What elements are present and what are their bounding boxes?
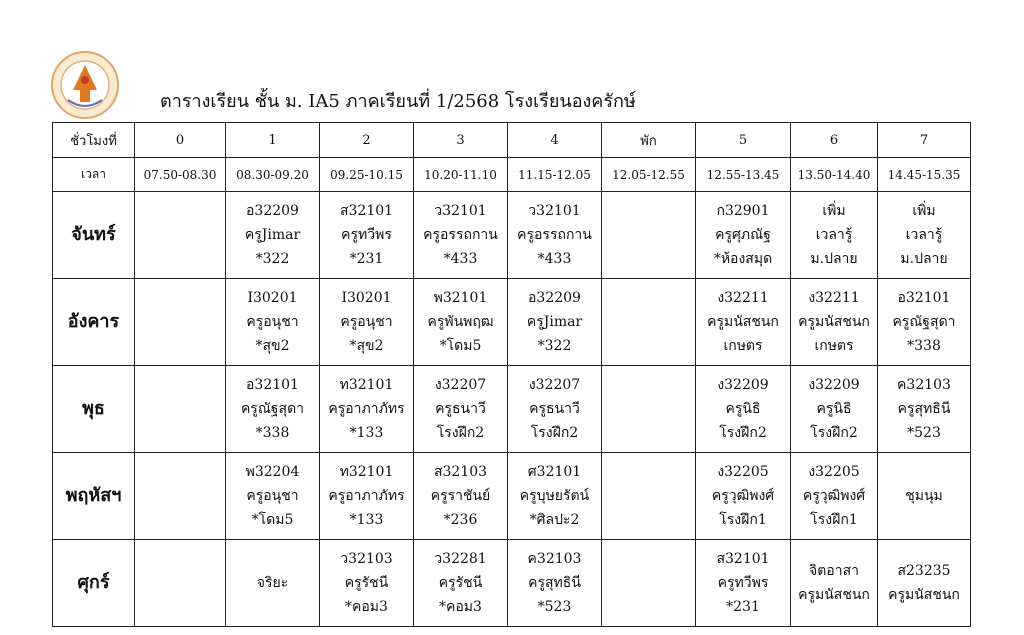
class-cell-line: ครูรัชนี xyxy=(438,575,483,591)
class-cell xyxy=(508,192,602,279)
class-cell-line: *โดม5 xyxy=(251,512,294,528)
day-row xyxy=(53,540,971,627)
class-cell-line: *523 xyxy=(907,425,941,441)
class-cell-line: ท32101 xyxy=(339,464,394,480)
class-cell-line: I30201 xyxy=(341,290,392,306)
class-cell-line: ส32103 xyxy=(433,464,488,480)
period-header: 4 xyxy=(508,123,602,158)
class-cell-line: ครูราชันย์ xyxy=(430,488,491,504)
class-cell xyxy=(508,540,602,627)
class-cell-line: ครูอาภาภัทร xyxy=(328,488,405,504)
class-cell-line: ครูศุภณัฐ xyxy=(715,227,771,243)
period-header: พัก xyxy=(602,123,696,158)
class-cell-line: จิตอาสา xyxy=(809,563,859,579)
class-cell xyxy=(696,366,791,453)
class-cell xyxy=(602,366,696,453)
class-cell-line: ว32103 xyxy=(340,551,393,567)
day-row xyxy=(53,366,971,453)
time-cell: 12.05-12.55 xyxy=(602,158,696,192)
class-cell-line: ส23235 xyxy=(897,563,951,579)
class-cell-line: *236 xyxy=(443,512,478,528)
class-cell xyxy=(414,279,508,366)
class-cell-line: ก32901 xyxy=(716,203,770,219)
class-cell-line: *ศิลปะ2 xyxy=(529,512,580,528)
class-cell xyxy=(791,540,878,627)
class-cell-line: พ32204 xyxy=(245,464,300,480)
class-cell-line: เพิ่ม xyxy=(912,203,936,219)
class-cell-line: ง32205 xyxy=(717,464,769,480)
class-cell xyxy=(696,192,791,279)
class-cell xyxy=(320,192,414,279)
class-cell-line: ครูรัชนี xyxy=(344,575,389,591)
class-cell xyxy=(602,453,696,540)
class-cell-line: ครูมนัสชนก xyxy=(707,314,779,330)
class-cell xyxy=(320,279,414,366)
day-row xyxy=(53,453,971,540)
period-header: 3 xyxy=(414,123,508,158)
class-cell-line: ม.ปลาย xyxy=(810,251,858,267)
class-cell-line: ครูณัฐสุดา xyxy=(892,314,956,330)
time-row xyxy=(53,158,971,192)
time-cell: 12.55-13.45 xyxy=(696,158,791,192)
class-cell xyxy=(878,279,971,366)
class-cell-line: ครูนิธิ xyxy=(816,401,852,417)
class-cell-line: ครูJimar xyxy=(526,314,583,330)
class-cell-line: ง32205 xyxy=(808,464,860,480)
class-cell-line: ว32101 xyxy=(528,203,581,219)
class-cell xyxy=(602,192,696,279)
class-cell xyxy=(508,279,602,366)
class-cell-line: ท32101 xyxy=(339,377,394,393)
class-cell-line: ว32281 xyxy=(434,551,487,567)
time-cell: 11.15-12.05 xyxy=(508,158,602,192)
class-cell xyxy=(226,540,320,627)
class-cell-line: *133 xyxy=(349,512,384,528)
class-cell xyxy=(602,279,696,366)
class-cell xyxy=(320,453,414,540)
class-cell xyxy=(135,279,226,366)
class-cell-line: ครูสุทธินี xyxy=(897,401,951,417)
class-cell-line: ครูJimar xyxy=(244,227,301,243)
day-name: จันทร์ xyxy=(53,192,135,279)
class-cell-line: ศ32101 xyxy=(527,464,582,480)
class-cell-line: โรงฝึก2 xyxy=(810,425,858,441)
class-cell-line: จริยะ xyxy=(256,575,289,591)
class-cell-line: *สุข2 xyxy=(255,338,290,354)
class-cell-line: ครูบุษยรัตน์ xyxy=(519,488,590,504)
class-cell xyxy=(791,453,878,540)
class-cell-line: ส32101 xyxy=(339,203,394,219)
class-cell-line: ครูมนัสชนก xyxy=(798,587,870,603)
class-cell-line: เกษตร xyxy=(723,338,763,354)
class-cell-line: ครูอรรถกาน xyxy=(423,227,498,243)
class-cell-line: ง32211 xyxy=(717,290,769,306)
school-logo xyxy=(50,50,120,120)
class-cell-line: *231 xyxy=(349,251,384,267)
class-cell-line: ค32103 xyxy=(527,551,582,567)
class-cell xyxy=(414,192,508,279)
class-cell xyxy=(791,366,878,453)
class-cell-line: ครูวุฒิพงศ์ xyxy=(711,488,775,504)
class-cell-line: ครูพันพฤฒ xyxy=(427,314,494,330)
class-cell xyxy=(414,453,508,540)
class-cell-line: *231 xyxy=(726,599,760,615)
class-cell-line: ง32207 xyxy=(434,377,487,393)
class-cell-line: ครูวุฒิพงศ์ xyxy=(802,488,866,504)
class-cell xyxy=(135,192,226,279)
class-cell xyxy=(320,540,414,627)
class-cell xyxy=(696,453,791,540)
time-cell: 13.50-14.40 xyxy=(791,158,878,192)
class-cell xyxy=(226,453,320,540)
class-cell-line: ครูอรรถกาน xyxy=(517,227,592,243)
class-cell-line: เวลารู้ xyxy=(815,227,853,243)
class-cell-line: ง32207 xyxy=(528,377,581,393)
class-cell-line: ครูอนุชา xyxy=(246,488,299,504)
class-cell xyxy=(135,366,226,453)
class-cell-line: ครูทวีพร xyxy=(717,575,769,591)
class-cell xyxy=(226,366,320,453)
class-cell-line: *338 xyxy=(907,338,941,354)
class-cell-line: ครูอนุชา xyxy=(340,314,393,330)
class-cell xyxy=(791,279,878,366)
header-row xyxy=(53,123,971,158)
class-cell xyxy=(696,540,791,627)
period-header: 2 xyxy=(320,123,414,158)
day-row xyxy=(53,192,971,279)
class-cell-line: ครูอาภาภัทร xyxy=(328,401,405,417)
class-cell-line: *322 xyxy=(537,338,572,354)
class-cell-line: ครูอนุชา xyxy=(246,314,299,330)
day-name: ศุกร์ xyxy=(53,540,135,627)
period-header: 7 xyxy=(878,123,971,158)
class-cell-line: โรงฝึก1 xyxy=(810,512,858,528)
class-cell-line: ค32103 xyxy=(897,377,951,393)
page-title: ตารางเรียน ชั้น ม. IA5 ภาคเรียนที่ 1/2568 โรงเรียนองครักษ์ xyxy=(160,91,636,112)
period-header: 1 xyxy=(226,123,320,158)
class-cell xyxy=(414,540,508,627)
class-cell xyxy=(878,366,971,453)
class-cell xyxy=(414,366,508,453)
period-header: 0 xyxy=(135,123,226,158)
class-cell-line: อ32101 xyxy=(897,290,951,306)
class-cell xyxy=(508,366,602,453)
time-cell: 14.45-15.35 xyxy=(878,158,971,192)
class-cell-line: ง32209 xyxy=(808,377,860,393)
class-cell-line: I30201 xyxy=(247,290,298,306)
class-cell-line: ครูทวีพร xyxy=(341,227,392,243)
class-cell-line: โรงฝึก2 xyxy=(436,425,485,441)
class-cell xyxy=(135,540,226,627)
class-cell-line: *ห้องสมุด xyxy=(713,251,773,267)
day-row xyxy=(53,279,971,366)
class-cell-line: โรงฝึก2 xyxy=(719,425,767,441)
day-name: อังคาร xyxy=(53,279,135,366)
time-cell: 08.30-09.20 xyxy=(226,158,320,192)
class-cell-line: *433 xyxy=(443,251,478,267)
day-name: พุธ xyxy=(53,366,135,453)
class-cell xyxy=(878,540,971,627)
time-cell: 09.25-10.15 xyxy=(320,158,414,192)
class-cell-line: ครูณัฐสุดา xyxy=(240,401,305,417)
class-cell-line: *โดม5 xyxy=(439,338,482,354)
time-cell: 07.50-08.30 xyxy=(135,158,226,192)
class-cell-line: ครูมนัสชนก xyxy=(888,587,960,603)
class-cell-line: *คอม3 xyxy=(439,599,482,615)
class-cell-line: อ32101 xyxy=(246,377,299,393)
class-cell-line: ง32211 xyxy=(808,290,860,306)
class-cell xyxy=(602,540,696,627)
timetable xyxy=(52,122,971,627)
class-cell xyxy=(226,192,320,279)
class-cell-line: ง32209 xyxy=(717,377,769,393)
class-cell-line: โรงฝึก1 xyxy=(719,512,767,528)
class-cell-line: *433 xyxy=(537,251,572,267)
class-cell-line: *คอม3 xyxy=(345,599,388,615)
class-cell-line: ม.ปลาย xyxy=(900,251,948,267)
class-cell-line: *338 xyxy=(255,425,290,441)
class-cell-line: ว32101 xyxy=(434,203,487,219)
class-cell-line: อ32209 xyxy=(528,290,581,306)
time-cell: 10.20-11.10 xyxy=(414,158,508,192)
class-cell-line: *322 xyxy=(255,251,290,267)
period-header: 6 xyxy=(791,123,878,158)
class-cell-line: ครูธนาวี xyxy=(529,401,580,417)
class-cell xyxy=(135,453,226,540)
header-label: ชั่วโมงที่ xyxy=(53,123,135,158)
class-cell-line: ครูธนาวี xyxy=(435,401,486,417)
time-label: เวลา xyxy=(53,158,135,192)
class-cell xyxy=(508,453,602,540)
class-cell-line: พ32101 xyxy=(433,290,488,306)
class-cell xyxy=(878,192,971,279)
class-cell xyxy=(226,279,320,366)
class-cell xyxy=(878,453,971,540)
class-cell-line: เกษตร xyxy=(814,338,854,354)
class-cell-line: ครูมนัสชนก xyxy=(798,314,870,330)
class-cell-line: ครูนิธิ xyxy=(725,401,761,417)
class-cell-line: เวลารู้ xyxy=(905,227,943,243)
class-cell xyxy=(320,366,414,453)
class-cell-line: ชุมนุม xyxy=(905,488,943,504)
period-header: 5 xyxy=(696,123,791,158)
class-cell-line: ส32101 xyxy=(716,551,770,567)
class-cell-line: *133 xyxy=(349,425,384,441)
class-cell-line: อ32209 xyxy=(246,203,299,219)
day-name: พฤหัสฯ xyxy=(53,453,135,540)
class-cell-line: *523 xyxy=(537,599,572,615)
class-cell xyxy=(696,279,791,366)
class-cell xyxy=(791,192,878,279)
class-cell-line: ครูสุทธินี xyxy=(528,575,581,591)
class-cell-line: เพิ่ม xyxy=(822,203,846,219)
class-cell-line: โรงฝึก2 xyxy=(530,425,579,441)
class-cell-line: *สุข2 xyxy=(349,338,384,354)
